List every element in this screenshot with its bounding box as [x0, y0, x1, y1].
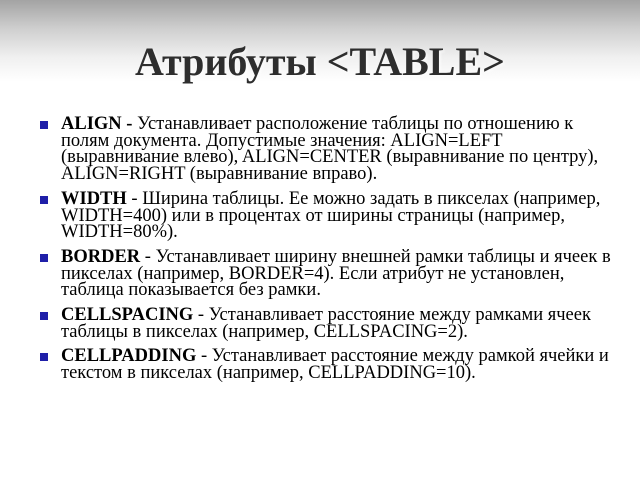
attribute-description: - Устанавливает ширину внешней рамки таблицы и ячеек в пикселах (например, BORDER=4). Если атрибут не установлен, таблица показывается без рамки. [61, 246, 611, 301]
square-bullet-icon [40, 196, 48, 204]
bullet-item-cellpadding [38, 346, 622, 384]
attribute-term: WIDTH [61, 188, 127, 209]
attribute-term: CELLSPACING [61, 305, 194, 326]
attribute-term: ALIGN - [61, 114, 133, 134]
attribute-description: Устанавливает расположение таблицы по отношению к полям документа. Допустимые значения: ALIGN=LEFT (выравнивание влево), ALIGN=CENTER (выравнивание по центру), ALIGN=RIGHT (выравнивание вправо). [61, 114, 599, 185]
attribute-description: - Устанавливает расстояние между рамкой ячейки и текстом в пикселах (например, CELLPADDING=10). [61, 346, 609, 384]
square-bullet-icon [40, 121, 48, 129]
bullet-item-width [38, 188, 622, 243]
attribute-term: BORDER [61, 246, 141, 267]
bullet-item-cellspacing [38, 307, 622, 340]
attribute-description: - Устанавливает расстояние между рамками ячеек таблицы в пикселах (например, CELLSPACING=2). [61, 305, 591, 342]
bullet-item-border [38, 246, 622, 301]
square-bullet-icon [40, 254, 48, 262]
bullet-list [38, 116, 622, 390]
square-bullet-icon [40, 312, 48, 320]
attribute-description: - Ширина таблицы. Ее можно задать в пикселах (например, WIDTH=400) или в процентах от ширины страницы (например, WIDTH=80%). [61, 188, 601, 243]
bullet-item-align [38, 116, 622, 183]
slide-title: Атрибуты <TABLE> [135, 39, 505, 84]
attribute-term: CELLPADDING [61, 346, 197, 367]
square-bullet-icon [40, 353, 48, 361]
